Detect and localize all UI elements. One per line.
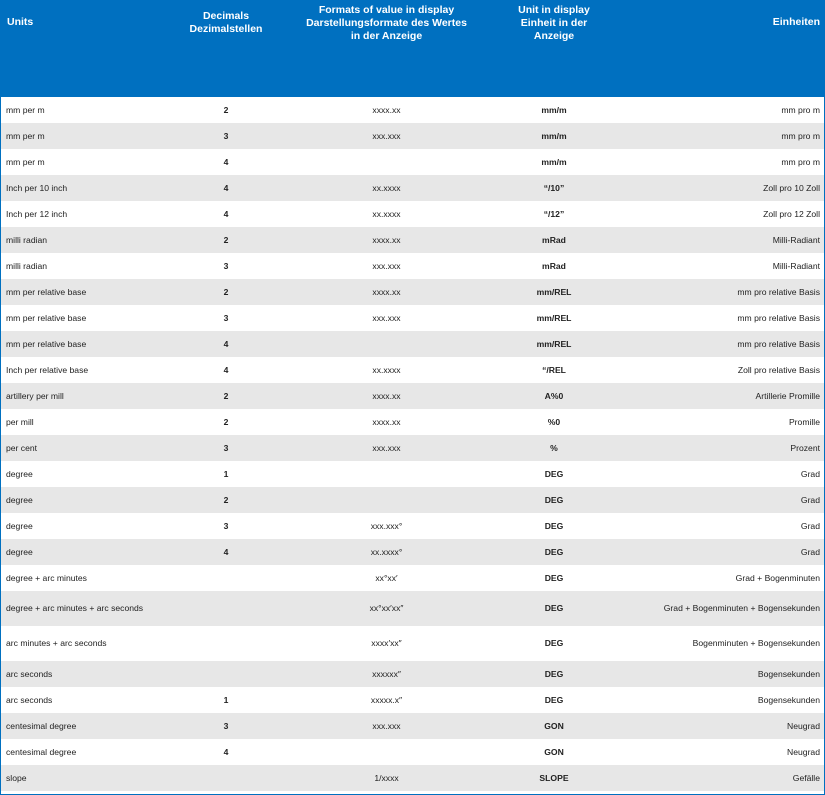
table-row — [1, 97, 824, 123]
table-row — [1, 687, 824, 713]
cell-format: xxx.xxx — [291, 435, 482, 461]
cell-unit-display: DEG — [482, 513, 626, 539]
cell-decimals — [161, 565, 291, 591]
cell-decimals: 4 — [161, 539, 291, 565]
cell-format — [291, 461, 482, 487]
cell-format: xxx.xxx — [291, 305, 482, 331]
cell-unit-display: DEG — [482, 487, 626, 513]
cell-decimals: 2 — [161, 97, 291, 123]
cell-unit-display: mm/REL — [482, 331, 626, 357]
cell-units: arc minutes + arc seconds — [1, 626, 161, 661]
cell-unit-display: % — [482, 435, 626, 461]
cell-unit-display: mm/m — [482, 97, 626, 123]
cell-units: arc seconds — [1, 687, 161, 713]
cell-einheit: Grad — [626, 487, 824, 513]
cell-einheit: Grad — [626, 461, 824, 487]
cell-einheit: mm pro m — [626, 123, 824, 149]
cell-decimals: 3 — [161, 435, 291, 461]
cell-einheit: Grad — [626, 539, 824, 565]
cell-einheit: mm pro relative Basis — [626, 305, 824, 331]
cell-format — [291, 487, 482, 513]
table-row — [1, 305, 824, 331]
header-unit-display — [482, 0, 626, 97]
header-decimals-line-2: Dezimalstellen — [189, 23, 263, 35]
header-unit-line-3: Anzeige — [533, 30, 575, 42]
header-formats-line-1: Formats of value in display — [318, 4, 455, 16]
cell-einheit: Artillerie Promille — [626, 383, 824, 409]
header-einheiten: Einheiten — [626, 0, 824, 97]
cell-decimals: 4 — [161, 739, 291, 765]
cell-format: xx°xx′xx″ — [291, 591, 482, 626]
cell-decimals: 4 — [161, 201, 291, 227]
cell-unit-display: SLOPE — [482, 765, 626, 791]
table-row — [1, 461, 824, 487]
table-row — [1, 513, 824, 539]
cell-units: degree + arc minutes + arc seconds — [1, 591, 161, 626]
cell-format: xxx.xxx° — [291, 513, 482, 539]
cell-units: arc seconds — [1, 661, 161, 687]
cell-format: xx.xxxx — [291, 357, 482, 383]
cell-einheit: Neugrad — [626, 713, 824, 739]
cell-units: mm per m — [1, 149, 161, 175]
cell-unit-display: DEG — [482, 565, 626, 591]
cell-units: artillery per mill — [1, 383, 161, 409]
table-row — [1, 713, 824, 739]
cell-unit-display: mm/REL — [482, 305, 626, 331]
cell-einheit: Gefälle — [626, 765, 824, 791]
cell-units: mm per relative base — [1, 279, 161, 305]
cell-unit-display: GON — [482, 713, 626, 739]
table-row — [1, 175, 824, 201]
cell-units: milli radian — [1, 253, 161, 279]
cell-decimals: 3 — [161, 305, 291, 331]
cell-einheit: Milli-Radiant — [626, 227, 824, 253]
table-row — [1, 565, 824, 591]
cell-format: xxxx′xx″ — [291, 626, 482, 661]
cell-format: 1/xxxx — [291, 765, 482, 791]
cell-format: xxxx.xx — [291, 409, 482, 435]
cell-decimals: 2 — [161, 279, 291, 305]
cell-units: mm per relative base — [1, 305, 161, 331]
table-body — [1, 97, 824, 791]
cell-decimals: 3 — [161, 713, 291, 739]
cell-decimals: 3 — [161, 513, 291, 539]
cell-unit-display: mm/m — [482, 123, 626, 149]
header-decimals — [161, 0, 291, 97]
table-row — [1, 201, 824, 227]
cell-format: xx.xxxx° — [291, 539, 482, 565]
cell-format: xx.xxxx — [291, 175, 482, 201]
units-table — [1, 0, 824, 791]
cell-format: xxx.xxx — [291, 253, 482, 279]
cell-format: xxx.xxx — [291, 123, 482, 149]
table-row — [1, 539, 824, 565]
cell-einheit: Milli-Radiant — [626, 253, 824, 279]
cell-decimals — [161, 626, 291, 661]
cell-unit-display: DEG — [482, 539, 626, 565]
cell-einheit: Prozent — [626, 435, 824, 461]
cell-units: Inch per 10 inch — [1, 175, 161, 201]
cell-einheit: Grad — [626, 513, 824, 539]
cell-format: xxxx.xx — [291, 279, 482, 305]
table-row — [1, 765, 824, 791]
header-unit-line-2: Einheit in der — [520, 17, 588, 29]
cell-unit-display: mRad — [482, 253, 626, 279]
table-row — [1, 661, 824, 687]
header-units: Units — [1, 0, 161, 97]
cell-units: degree + arc minutes — [1, 565, 161, 591]
table-row — [1, 591, 824, 626]
cell-format: xxxx.xx — [291, 227, 482, 253]
cell-units: Inch per 12 inch — [1, 201, 161, 227]
table-header — [1, 0, 824, 97]
cell-unit-display: GON — [482, 739, 626, 765]
cell-units: degree — [1, 487, 161, 513]
cell-unit-display: DEG — [482, 461, 626, 487]
cell-einheit: Zoll pro 12 Zoll — [626, 201, 824, 227]
cell-units: per cent — [1, 435, 161, 461]
cell-unit-display: DEG — [482, 687, 626, 713]
cell-decimals: 2 — [161, 383, 291, 409]
header-decimals-line-1: Decimals — [202, 10, 250, 22]
cell-unit-display: mm/REL — [482, 279, 626, 305]
cell-decimals: 4 — [161, 331, 291, 357]
cell-format: xxx.xxx — [291, 713, 482, 739]
cell-einheit: Promille — [626, 409, 824, 435]
cell-units: mm per m — [1, 97, 161, 123]
cell-format — [291, 149, 482, 175]
header-formats — [291, 0, 482, 97]
table-row — [1, 357, 824, 383]
cell-units: degree — [1, 461, 161, 487]
cell-format: xxxxx.x″ — [291, 687, 482, 713]
cell-decimals — [161, 765, 291, 791]
cell-einheit: Bogensekunden — [626, 687, 824, 713]
cell-einheit: Bogenminuten + Bogensekunden — [626, 626, 824, 661]
table-row — [1, 383, 824, 409]
cell-format: xx°xx′ — [291, 565, 482, 591]
cell-einheit: mm pro m — [626, 97, 824, 123]
header-unit-line-1: Unit in display — [518, 4, 590, 16]
cell-decimals: 3 — [161, 123, 291, 149]
header-formats-line-3: in der Anzeige — [350, 30, 423, 42]
cell-decimals: 4 — [161, 357, 291, 383]
cell-decimals: 4 — [161, 149, 291, 175]
cell-decimals — [161, 591, 291, 626]
header-row — [1, 0, 824, 97]
cell-unit-display: A%0 — [482, 383, 626, 409]
cell-units: milli radian — [1, 227, 161, 253]
cell-format — [291, 739, 482, 765]
cell-format: xxxx.xx — [291, 97, 482, 123]
table-row — [1, 739, 824, 765]
cell-decimals — [161, 661, 291, 687]
cell-units: mm per relative base — [1, 331, 161, 357]
cell-einheit: Zoll pro relative Basis — [626, 357, 824, 383]
cell-unit-display: mm/m — [482, 149, 626, 175]
cell-decimals: 2 — [161, 487, 291, 513]
cell-unit-display: DEG — [482, 661, 626, 687]
cell-decimals: 2 — [161, 409, 291, 435]
table-row — [1, 227, 824, 253]
cell-format: xxxxxx″ — [291, 661, 482, 687]
cell-decimals: 1 — [161, 461, 291, 487]
table-row — [1, 435, 824, 461]
cell-units: centesimal degree — [1, 739, 161, 765]
table-row — [1, 253, 824, 279]
cell-einheit: Neugrad — [626, 739, 824, 765]
cell-einheit: mm pro m — [626, 149, 824, 175]
cell-unit-display: DEG — [482, 626, 626, 661]
cell-decimals: 3 — [161, 253, 291, 279]
cell-units: slope — [1, 765, 161, 791]
cell-units: centesimal degree — [1, 713, 161, 739]
cell-unit-display: “/REL — [482, 357, 626, 383]
cell-units: degree — [1, 539, 161, 565]
table-row — [1, 149, 824, 175]
cell-format: xx.xxxx — [291, 201, 482, 227]
cell-unit-display: DEG — [482, 591, 626, 626]
cell-einheit: mm pro relative Basis — [626, 331, 824, 357]
cell-einheit: Bogensekunden — [626, 661, 824, 687]
table-row — [1, 279, 824, 305]
cell-unit-display: mRad — [482, 227, 626, 253]
header-formats-line-2: Darstellungsformate des Wertes — [306, 17, 467, 29]
table-row — [1, 331, 824, 357]
table-row — [1, 123, 824, 149]
cell-unit-display: %0 — [482, 409, 626, 435]
cell-einheit: Grad + Bogenminuten + Bogensekunden — [626, 591, 824, 626]
cell-decimals: 2 — [161, 227, 291, 253]
cell-einheit: mm pro relative Basis — [626, 279, 824, 305]
cell-einheit: Zoll pro 10 Zoll — [626, 175, 824, 201]
cell-units: degree — [1, 513, 161, 539]
cell-einheit: Grad + Bogenminuten — [626, 565, 824, 591]
cell-unit-display: “/10” — [482, 175, 626, 201]
cell-format — [291, 331, 482, 357]
table-row — [1, 626, 824, 661]
cell-units: per mill — [1, 409, 161, 435]
cell-decimals: 1 — [161, 687, 291, 713]
table-row — [1, 487, 824, 513]
cell-unit-display: “/12” — [482, 201, 626, 227]
table-row — [1, 409, 824, 435]
cell-units: Inch per relative base — [1, 357, 161, 383]
cell-units: mm per m — [1, 123, 161, 149]
cell-decimals: 4 — [161, 175, 291, 201]
cell-format: xxxx.xx — [291, 383, 482, 409]
